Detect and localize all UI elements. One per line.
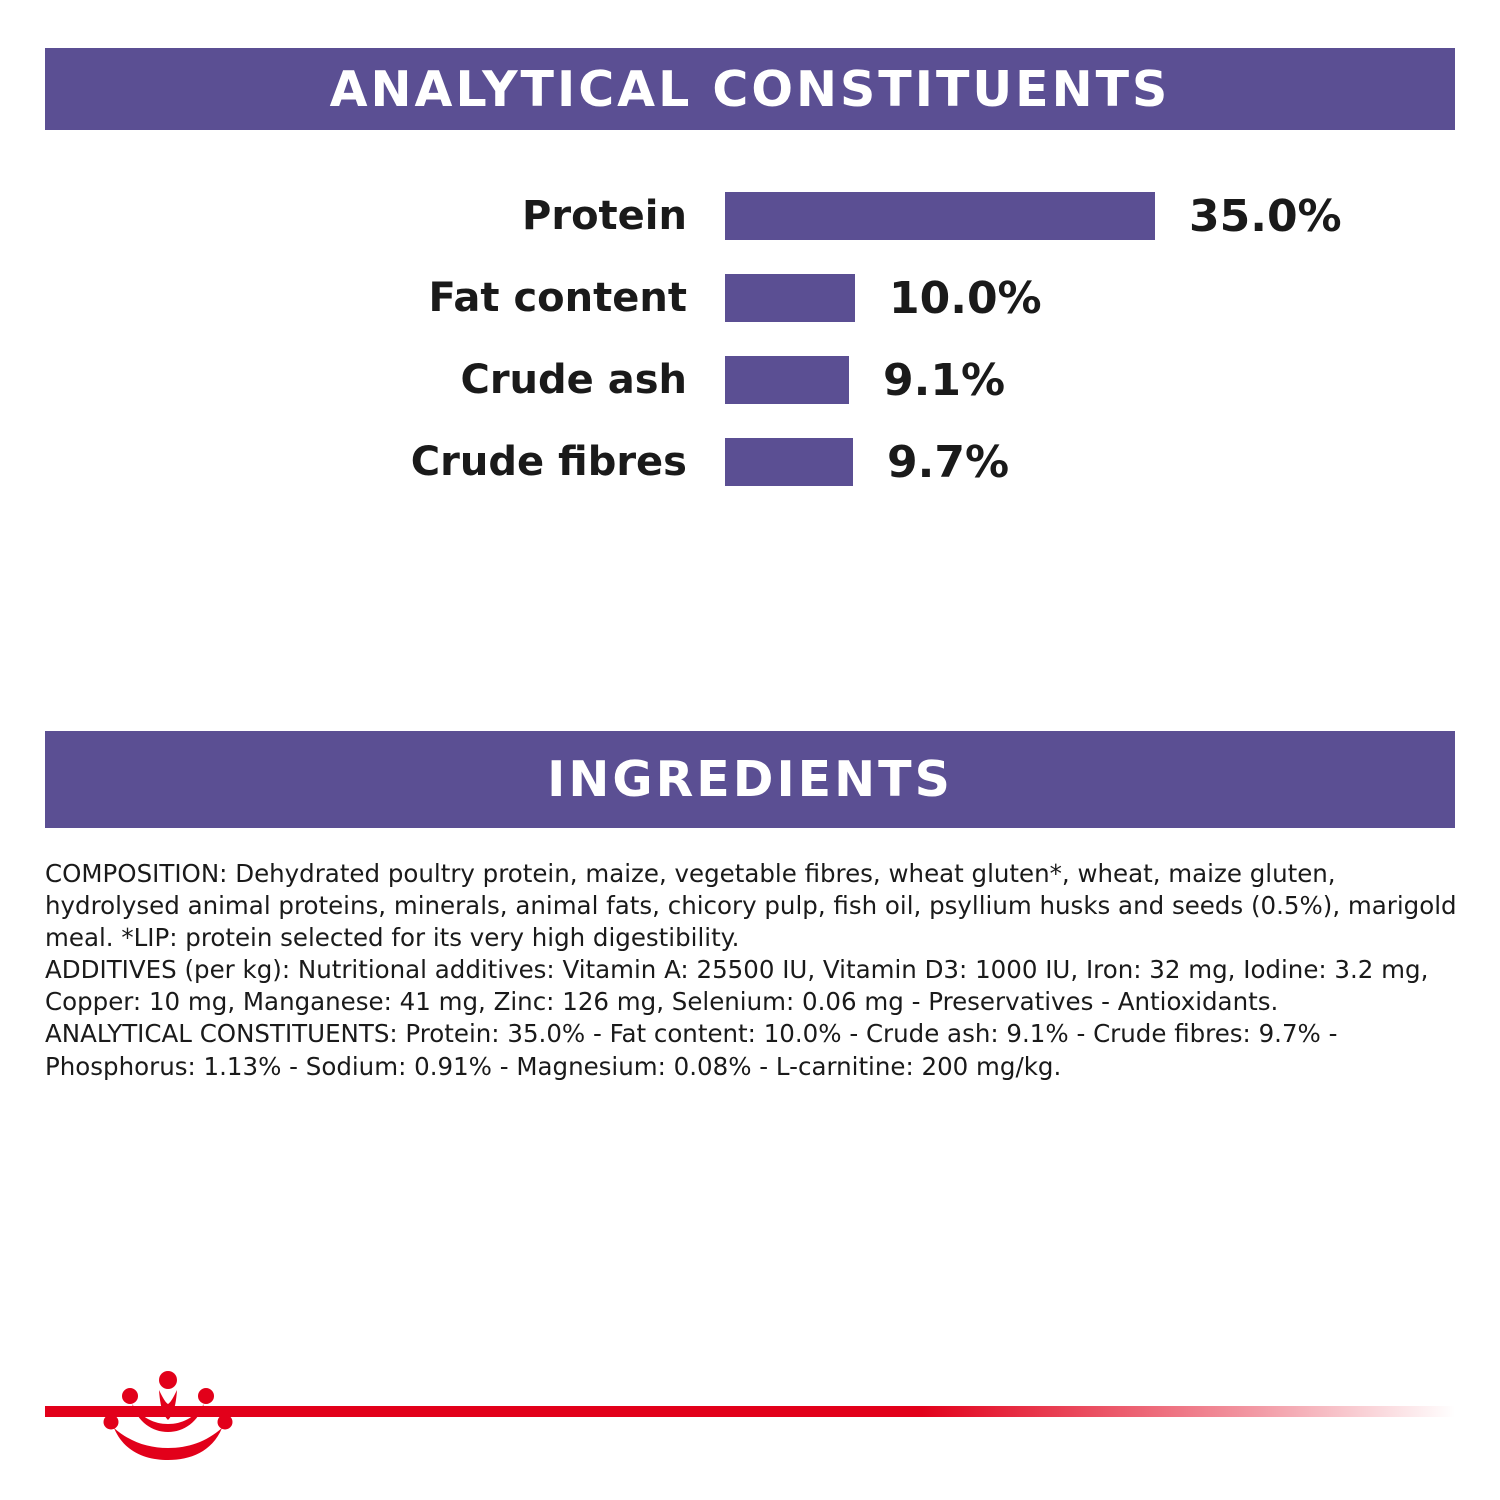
- chart-row: [45, 175, 1455, 257]
- ingredients-body: [45, 858, 1457, 1083]
- chart-value-label: 10.0%: [889, 272, 1042, 324]
- chart-bar-fill: [725, 192, 1155, 240]
- ingredients-analytical-paragraph: ANALYTICAL CONSTITUENTS: Protein: 35.0% - Fat content: 10.0% - Crude ash: 9.1% - Crude fibres: 9.7% - Phosphorus: 1.13% - Sodium: 0.91% - Magnesium: 0.08% - L-carnitine: 200 mg/kg.: [45, 1019, 1338, 1081]
- section-header-analytical-constituents: [45, 48, 1455, 130]
- chart-category-label: Crude fibres: [410, 439, 687, 485]
- chart-value-label: 9.7%: [887, 436, 1010, 488]
- section-title-ingredients: INGREDIENTS: [547, 751, 953, 808]
- footer-red-rule: [45, 1406, 1455, 1417]
- chart-bar-track: [725, 356, 1005, 404]
- chart-bar-fill: [725, 356, 849, 404]
- chart-value-label: 9.1%: [883, 354, 1006, 406]
- chart-bar-track: [725, 438, 1009, 486]
- ingredients-additives-paragraph: ADDITIVES (per kg): Nutritional additives: Vitamin A: 25500 IU, Vitamin D3: 1000 IU, Iron: 32 mg, Iodine: 3.2 mg, Copper: 10 mg, Manganese: 41 mg, Zinc: 126 mg, Selenium: 0.06 mg - Preservatives - Antioxidants.: [45, 955, 1429, 1017]
- chart-category-label: Protein: [522, 193, 687, 239]
- analytical-constituents-bar-chart: [45, 175, 1455, 535]
- section-header-ingredients: [45, 731, 1455, 828]
- chart-row: [45, 339, 1455, 421]
- chart-row: [45, 257, 1455, 339]
- chart-bar-fill: [725, 438, 853, 486]
- royal-canin-crown-logo: [102, 1366, 234, 1462]
- chart-bar-fill: [725, 274, 855, 322]
- chart-category-label: Crude ash: [460, 357, 687, 403]
- chart-category-label: Fat content: [428, 275, 687, 321]
- section-title-analytical: ANALYTICAL CONSTITUENTS: [329, 60, 1171, 118]
- chart-bar-track: [725, 274, 1042, 322]
- ingredients-composition-paragraph: COMPOSITION: Dehydrated poultry protein, maize, vegetable fibres, wheat gluten*, wheat, maize gluten, hydrolysed animal proteins, minerals, animal fats, chicory pulp, fish oil, psyllium husks and seeds (0.5%), marigold meal. *LIP: protein selected for its very high digestibility.: [45, 859, 1457, 953]
- chart-row: [45, 421, 1455, 503]
- chart-bar-track: [725, 192, 1342, 240]
- chart-value-label: 35.0%: [1189, 190, 1342, 242]
